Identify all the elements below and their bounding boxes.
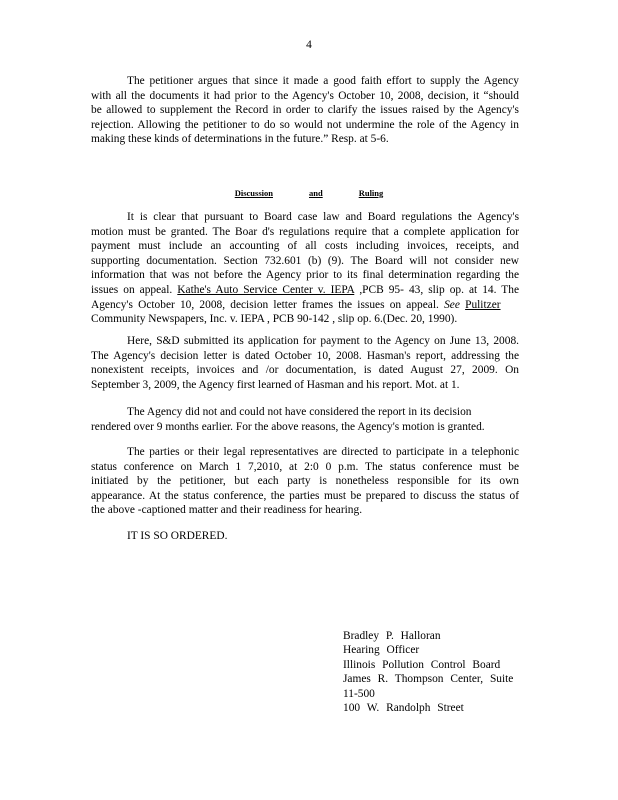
signature-line: Illinois Pollution Control Board	[343, 658, 501, 671]
text-line: initiated by the petitioner, but each party is nonetheless responsible for its own	[91, 475, 519, 488]
signature-line: Bradley P. Halloran	[343, 630, 441, 642]
text-line: The petitioner argues that since it made a good faith effort to supply the Agency	[127, 75, 519, 87]
text-line: The Agency's decision letter is dated October 10, 2008. Hasman's report, addressing the	[91, 349, 519, 362]
text-line	[91, 283, 519, 298]
text-line: the above -captioned matter and their readiness for hearing.	[91, 504, 363, 517]
text-segment: Agency's October 10, 2008, decision letter frames the issues on appeal.	[91, 298, 439, 311]
heading-word: Ruling	[358, 188, 384, 198]
text-line: rejection. Allowing the petitioner to do so would not undermine the role of the Agency in	[91, 118, 519, 131]
text-segment: ,PCB 95- 43, slip op. at 14. The	[359, 283, 520, 296]
text-line: payment must include an accounting of all costs including invoices, receipts, and	[91, 240, 519, 253]
text-line: rendered over 9 months earlier. For the above reasons, the Agency's motion is granted.	[91, 420, 485, 433]
text-line: Community Newspapers, Inc. v. IEPA , PCB 90-142 , slip op. 6.(Dec. 20, 1990).	[91, 313, 458, 326]
signature-line: James R. Thompson Center, Suite	[343, 673, 514, 686]
text-line: The Agency did not and could not have considered the report in its decision	[127, 406, 472, 418]
heading-word: Discussion	[234, 188, 273, 198]
paragraph-board-ruling	[91, 210, 519, 327]
heading-word: and	[308, 188, 323, 198]
text-line: supporting documentation. Section 732.601 (b) (9). The Board will not consider new	[91, 254, 519, 267]
signal-see: See	[444, 298, 460, 311]
so-ordered: IT IS SO ORDERED.	[127, 530, 228, 542]
text-line: Here, S&D submitted its application for payment to the Agency on June 13, 2008.	[127, 335, 519, 347]
case-citation: Pulitzer	[465, 298, 501, 311]
paragraph-timeline	[91, 334, 519, 392]
paragraph-status-conference	[91, 445, 519, 518]
text-line: be allowed to supplement the Record in order to clarify the issues raised by the Agency's	[91, 104, 519, 117]
text-line: status conference on March 1 7,2010, at 2:0 0 p.m. The status conference must be	[91, 460, 519, 473]
text-line: with all the documents it had prior to the Agency's October 10, 2008, decision, it “should	[91, 89, 519, 102]
text-line	[91, 298, 519, 313]
text-line: making these kinds of determinations in the future.” Resp. at 5-6.	[91, 133, 389, 146]
text-line: information that was not before the Agency prior to its final determination regarding the	[91, 269, 519, 282]
signature-line: Hearing Officer	[343, 644, 420, 657]
text-line: September 3, 2009, the Agency first learned of Hasman and his report. Mot. at 1.	[91, 378, 460, 391]
text-line: It is clear that pursuant to Board case law and Board regulations the Agency's	[127, 211, 519, 223]
signature-line: 11-500	[343, 687, 375, 700]
text-segment: issues on appeal.	[91, 283, 173, 296]
signature-line: 100 W. Randolph Street	[343, 702, 464, 715]
text-line: appearance. At the status conference, the parties must be prepared to discuss the status of	[91, 489, 519, 502]
paragraph-motion-granted	[91, 405, 519, 434]
page-number: 4	[306, 39, 312, 51]
case-citation: Kathe's Auto Service Center v. IEPA	[177, 283, 355, 296]
text-line: nonexistent receipts, invoices and /or documentation, is dated August 27, 2009. On	[91, 364, 519, 377]
text-line: The parties or their legal representatives are directed to participate in a telephonic	[127, 446, 519, 458]
section-heading	[0, 186, 618, 201]
text-line: motion must be granted. The Boar d's regulations require that a complete application for	[91, 225, 519, 238]
signature-block	[343, 629, 518, 715]
paragraph-petitioner-argument	[91, 74, 519, 147]
